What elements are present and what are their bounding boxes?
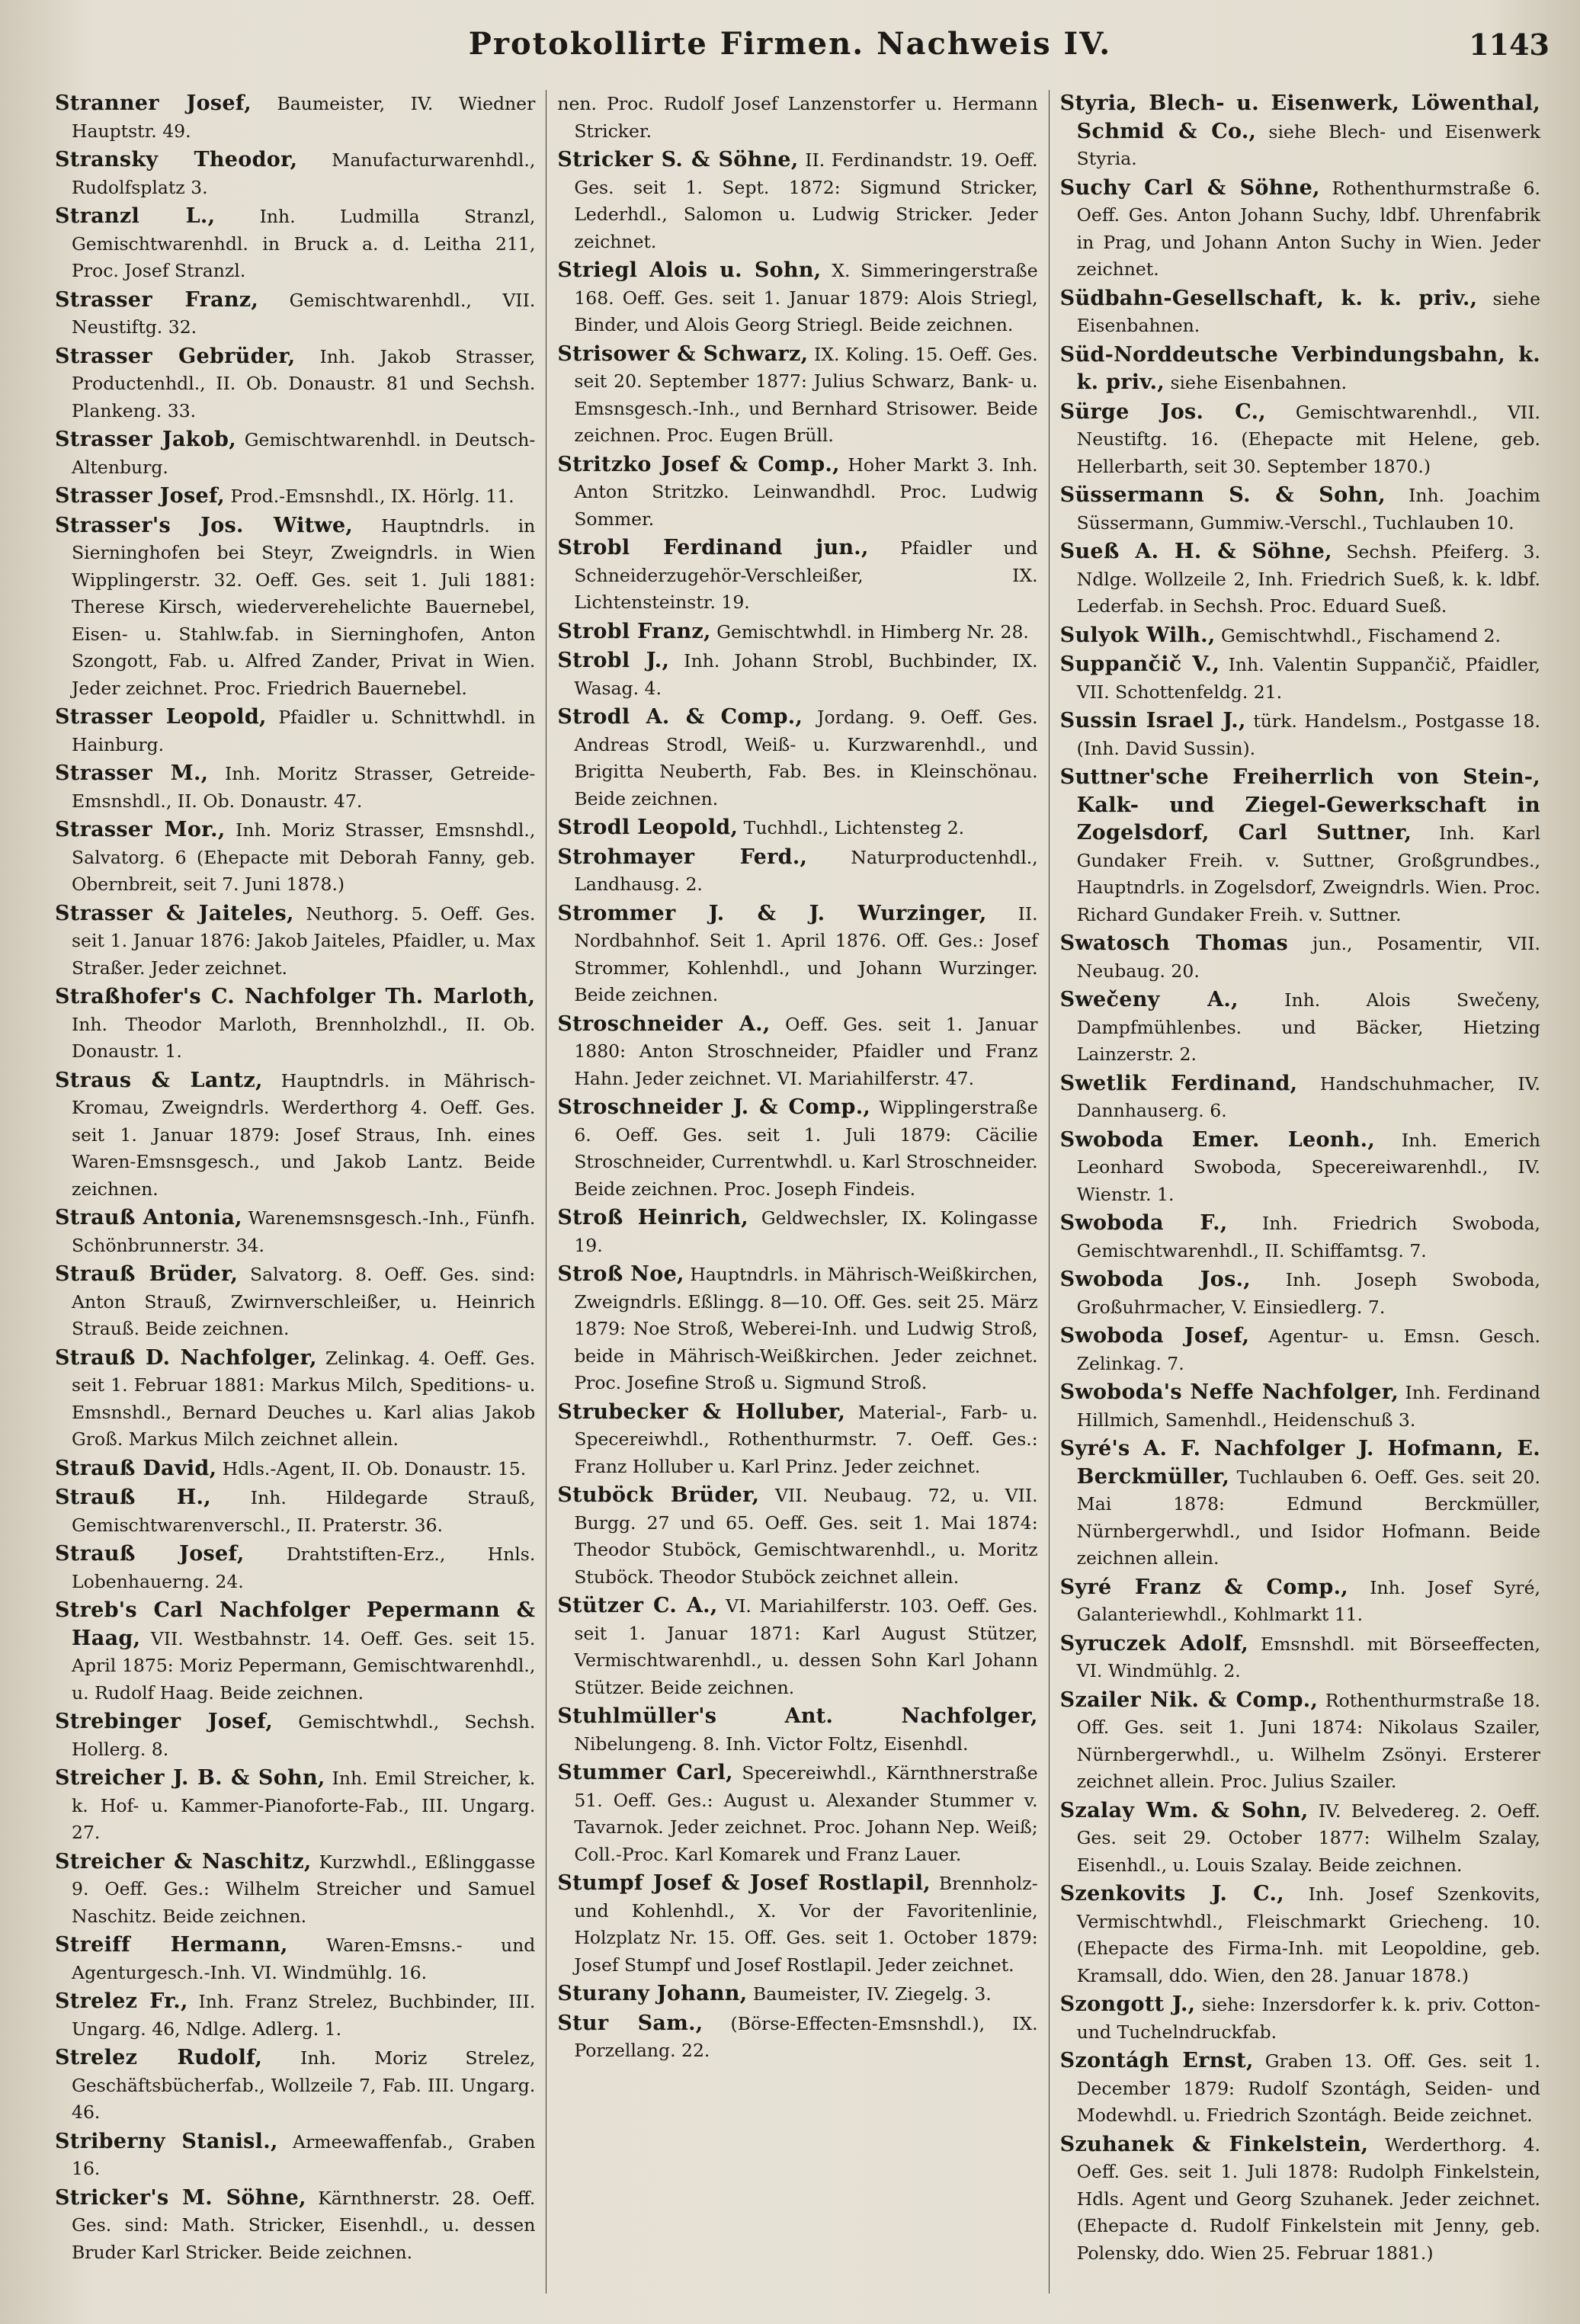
firm-name: Striegl Alois u. Sohn, <box>557 258 822 282</box>
firm-name: Strasser Franz, <box>55 287 259 312</box>
firm-name: Strobl Ferdinand jun., <box>557 536 869 559</box>
firm-details: Inh. Moritz Strasser, Getreide-Emsnshdl., II. Ob. Donaustr. 47. <box>72 763 536 812</box>
firm-details: Gemischtwhdl., Fischamend 2. <box>1221 624 1501 646</box>
firm-name: Szalay Wm. & Sohn, <box>1059 1798 1309 1822</box>
firm-name: Swoboda Josef, <box>1059 1324 1250 1348</box>
firm-name: Stricker's M. Söhne, <box>55 2185 306 2210</box>
firm-name: Südbahn-Gesellschaft, k. k. priv., <box>1059 286 1478 310</box>
directory-entry <box>557 844 1037 899</box>
firm-name: Strelez Fr., <box>55 1989 188 2013</box>
firm-name: Syré's A. F. Nachfolger J. Hofmann, E. Berckmüller, <box>1059 1437 1540 1489</box>
firm-details: Gemischtwarenhdl. in Deutsch-Altenburg. <box>72 429 536 478</box>
directory-entry <box>1060 1266 1540 1321</box>
firm-name: Streiff Hermann, <box>55 1933 288 1957</box>
firm-details: Tuchlauben 6. Oeff. Ges. seit 20. Mai 1878: Edmund Berckmüller, Nürnbergerwhdl., und Isidor Hofmann. Beide zeichnen allein. <box>1076 1466 1540 1569</box>
firm-details: Warenemsnsgesch.-Inh., Fünfh. Schönbrunnerstr. 34. <box>72 1207 536 1256</box>
firm-details: nen. Proc. Rudolf Josef Lanzenstorfer u. Hermann Stricker. <box>557 93 1038 142</box>
directory-entry <box>1060 1322 1540 1377</box>
firm-details: Material-, Farb- u. Specereiwhdl., Rothenthurmstr. 7. Oeff. Ges.: Franz Holluber u. Karl Prinz. Jeder zeichnet. <box>574 1401 1038 1477</box>
firm-name: Stuhlmüller's Ant. Nachfolger, <box>557 1704 1038 1728</box>
firm-name: Stroschneider J. & Comp., <box>557 1095 871 1119</box>
directory-entry <box>1060 1574 1540 1629</box>
firm-name: Strelez Rudolf, <box>55 2046 263 2069</box>
firm-name: Strommer J. & J. Wurzinger, <box>557 901 987 925</box>
firm-details: Inh. Ferdinand Hillmich, Samenhdl., Heidenschuß 3. <box>1076 1382 1540 1431</box>
directory-entry <box>55 343 535 425</box>
firm-name: Strauß Josef, <box>55 1542 245 1566</box>
firm-name: Strasser Gebrüder, <box>55 344 296 368</box>
directory-entry <box>55 426 535 481</box>
firm-name: Swečeny A., <box>1059 988 1239 1011</box>
firm-details: Inh. Moriz Strasser, Emsnshdl., Salvatorg. 6 (Ehepacte mit Deborah Fanny, geb. Obernbreit, seit 7. Juni 1878.) <box>72 819 536 895</box>
column-3 <box>1049 90 1551 2294</box>
firm-name: Strasser Jakob, <box>55 428 236 451</box>
firm-name: Szenkovits J. C., <box>1059 1882 1284 1906</box>
directory-entry <box>557 618 1037 646</box>
firm-details: siehe: Inzersdorfer k. k. priv. Cotton- und Tuchelndruckfab. <box>1076 1994 1540 2043</box>
firm-details: Jordang. 9. Oeff. Ges. Andreas Strodl, Weiß- u. Kurzwarenhdl., und Brigitta Neuberth, Fab. Bes. in Kleinschönau. Beide zeichnen. <box>574 707 1038 809</box>
firm-name: Swatosch Thomas <box>1059 931 1289 955</box>
firm-name: Stützer C. A., <box>557 1594 718 1617</box>
directory-entry <box>55 90 535 145</box>
directory-entry <box>557 341 1037 450</box>
directory-entry <box>1060 1127 1540 1209</box>
directory-entry <box>55 900 535 982</box>
firm-details: Inh. Alois Swečeny, Dampfmühlenbes. und Bäcker, Hietzing Lainzerstr. 2. <box>1076 989 1540 1065</box>
firm-name: Strasser Leopold, <box>55 705 267 729</box>
firm-details: Rothenthurmstraße 6. Oeff. Ges. Anton Johann Suchy, ldbf. Uhrenfabrik in Prag, und Johann Anton Suchy in Wien. Jeder zeichnet. <box>1076 177 1540 280</box>
directory-entry <box>557 1592 1037 1701</box>
firm-name: Swoboda's Neffe Nachfolger, <box>1059 1380 1399 1404</box>
firm-name: Stranner Josef, <box>55 91 252 115</box>
firm-details: Kurzwhdl., Eßlinggasse 9. Oeff. Ges.: Wilhelm Streicher und Samuel Naschitz. Beide zeichnen. <box>72 1851 536 1927</box>
firm-details: Inh. Josef Syré, Galanteriewhdl., Kohlmarkt 11. <box>1076 1576 1540 1625</box>
firm-name: Stur Sam., <box>557 2011 703 2035</box>
firm-details: IV. Belvedereg. 2. Oeff. Ges. seit 29. October 1877: Wilhelm Szalay, Eisenhdl., u. Louis Szalay. Beide zeichnen. <box>1076 1800 1540 1876</box>
firm-name: Strodl A. & Comp., <box>557 705 803 729</box>
firm-name: Swetlik Ferdinand, <box>1059 1071 1298 1095</box>
firm-details: Inh. Franz Strelez, Buchbinder, III. Ungarg. 46, Ndlge. Adlerg. 1. <box>72 1991 536 2040</box>
directory-entry <box>1060 1991 1540 2046</box>
directory-entry <box>557 1759 1037 1868</box>
firm-details: Waren-Emsns.- und Agenturgesch.-Inh. VI. Windmühlg. 16. <box>72 1935 536 1983</box>
firm-name: Streicher & Naschitz, <box>55 1849 312 1874</box>
firm-name: Stricker S. & Söhne, <box>557 148 799 171</box>
directory-entry <box>557 704 1037 813</box>
directory-entry <box>55 1848 535 1931</box>
firm-details: Inh. Theodor Marloth, Brennholzhdl., II. Ob. Donaustr. 1. <box>72 1013 536 1062</box>
firm-details: VII. Westbahnstr. 14. Oeff. Ges. seit 15. April 1875: Moriz Pepermann, Gemischtwarenhdl., u. Rudolf Haag. Beide zeichnen. <box>72 1627 536 1704</box>
firm-name: Swoboda Jos., <box>1059 1268 1251 1291</box>
firm-details: Inh. Moriz Strelez, Geschäftsbücherfab., Wollzeile 7, Fab. III. Ungarg. 46. <box>72 2047 536 2123</box>
firm-details: Baumeister, IV. Ziegelg. 3. <box>752 1983 992 2005</box>
firm-details: Oeff. Ges. seit 1. Januar 1880: Anton Stroschneider, Pfaidler und Franz Hahn. Jeder zeichnet. VI. Mariahilferstr. 47. <box>574 1013 1038 1089</box>
directory-entry <box>557 2010 1037 2065</box>
firm-details: Naturproductenhdl., Landhausg. 2. <box>574 846 1038 895</box>
firm-name: Strasser Josef, <box>55 484 225 508</box>
firm-name: Sussin Israel J., <box>1059 709 1246 732</box>
firm-details: Inh. Ludmilla Stranzl, Gemischtwarenhdl. in Bruck a. d. Leitha 211, Proc. Josef Stranzl. <box>72 206 536 281</box>
directory-entry <box>1060 1210 1540 1265</box>
firm-details: Prod.-Emsnshdl., IX. Hörlg. 11. <box>230 486 514 507</box>
directory-entry <box>55 1988 535 2043</box>
firm-name: Stritzko Josef & Comp., <box>557 452 840 476</box>
firm-name: Süd-Norddeutsche Verbindungsbahn, k. k. priv., <box>1059 342 1540 394</box>
directory-entry <box>55 1455 535 1483</box>
firm-name: Strasser M., <box>55 761 209 785</box>
firm-name: Sueß A. H. & Söhne, <box>1059 540 1332 563</box>
directory-entry <box>55 1484 535 1539</box>
firm-details: Armeewaffenfab., Graben 16. <box>72 2130 536 2179</box>
firm-details: Gemischtwhdl., Sechsh. Hollerg. 8. <box>72 1711 536 1760</box>
firm-details: Brennholz- und Kohlenhdl., X. Vor der Favoritenlinie, Holzplatz Nr. 15. Off. Ges. seit 1. October 1879: Josef Stumpf und Josef Rostlapil. Jeder zeichnet. <box>574 1873 1038 1976</box>
directory-entry <box>1060 2131 1540 2268</box>
directory-entry <box>1060 764 1540 928</box>
firm-details: Salvatorg. 8. Oeff. Ges. sind: Anton Strauß, Zwirnverschleißer, u. Heinrich Strauß. Beide zeichnen. <box>72 1264 536 1339</box>
directory-entry <box>557 451 1037 534</box>
directory-entry <box>55 2128 535 2183</box>
firm-details: siehe Blech- und Eisenwerk Styria. <box>1076 120 1540 169</box>
firm-details: Baumeister, IV. Wiedner Hauptstr. 49. <box>72 93 536 142</box>
firm-details: Pfaidler und Schneiderzugehör-Verschleißer, IX. Lichtensteinstr. 19. <box>574 537 1038 613</box>
firm-details: Inh. Friedrich Swoboda, Gemischtwarenhdl., II. Schiffamtsg. 7. <box>1076 1213 1540 1261</box>
directory-entry <box>55 1931 535 1986</box>
firm-name: Stroschneider A., <box>557 1011 771 1036</box>
directory-entry <box>1060 175 1540 284</box>
firm-details: Zelinkag. 4. Oeff. Ges. seit 1. Februar 1881: Markus Milch, Speditions- u. Emsnshdl., Bernard Deuches u. Karl alias Jakob Groß. Markus Milch zeichnet allein. <box>72 1347 536 1450</box>
firm-name: Stroß Heinrich, <box>557 1206 748 1229</box>
directory-entry <box>1060 1687 1540 1796</box>
directory-entry <box>557 647 1037 702</box>
directory-entry <box>1060 1880 1540 1989</box>
directory-entry <box>55 203 535 285</box>
directory-entry <box>55 1540 535 1595</box>
firm-name: Strasser's Jos. Witwe, <box>55 513 354 537</box>
firm-name: Streicher J. B. & Sohn, <box>55 1766 325 1790</box>
firm-details: siehe Eisenbahnen. <box>1170 372 1348 393</box>
directory-entry <box>557 1482 1037 1591</box>
firm-details: Gemischtwarenhdl., VII. Neustiftg. 16. (Ehepacte mit Helene, geb. Hellerbarth, seit 30. September 1870.) <box>1076 401 1540 477</box>
firm-name: Suttner'sche Freiherrlich von Stein-, Kalk- und Ziegel-Gewerkschaft in Zogelsdorf, Carl Suttner, <box>1059 765 1540 845</box>
firm-name: Strebinger Josef, <box>55 1710 274 1733</box>
column-2 <box>546 90 1048 2294</box>
directory-columns <box>44 90 1551 2294</box>
firm-name: Stranzl L., <box>55 204 216 228</box>
directory-entry <box>55 1261 535 1343</box>
firm-details: Manufacturwarenhdl., Rudolfsplatz 3. <box>72 149 536 198</box>
firm-details: X. Simmeringerstraße 168. Oeff. Ges. seit 1. Januar 1879: Alois Striegl, Binder, und Alois Georg Striegl. Beide zeichnen. <box>574 260 1038 335</box>
firm-name: Strauß H., <box>55 1486 211 1509</box>
directory-entry <box>55 704 535 758</box>
directory-entry <box>55 983 535 1066</box>
firm-details: Pfaidler u. Schnittwhdl. in Hainburg. <box>72 707 536 755</box>
firm-details: Hauptndrls. in Mährisch-Weißkirchen, Zweigndrls. Eßlingg. 8—10. Off. Ges. seit 25. März 1879: Noe Stroß, Weberei-Inh. und Ludwig Stroß, beide in Mährisch-Weißkirchen. Jeder zeichnet. Proc. Josefine Stroß u. Sigmund Stroß. <box>574 1264 1038 1393</box>
directory-entry <box>1060 1797 1540 1880</box>
firm-details: Inh. Johann Strobl, Buchbinder, IX. Wasag. 4. <box>574 650 1038 699</box>
firm-details: Inh. Valentin Suppančič, Pfaidler, VII. Schottenfeldg. 21. <box>1076 654 1540 703</box>
firm-name: Szongott J., <box>1059 1992 1196 2016</box>
firm-details: Gemischtwarenhdl., VII. Neustiftg. 32. <box>72 289 536 338</box>
firm-name: Strobl J., <box>557 649 670 672</box>
firm-details: Inh. Emil Streicher, k. k. Hof- u. Kammer-Pianoforte-Fab., III. Ungarg. 27. <box>72 1768 536 1843</box>
firm-details: Inh. Josef Szenkovits, Vermischtwhdl., Fleischmarkt Griecheng. 10. (Ehepacte des Firma-Inh. mit Leopoldine, geb. Kramsall, ddo. Wien, den 28. Januar 1878.) <box>1076 1883 1540 1986</box>
firm-name: Swoboda F., <box>1059 1211 1228 1235</box>
firm-details: VII. Neubaug. 72, u. VII. Burgg. 27 und 65. Oeff. Ges. seit 1. Mai 1874: Theodor Stuböck, Gemischtwarenhdl., u. Moritz Stuböck. Theodor Stuböck zeichnet allein. <box>574 1485 1038 1588</box>
firm-name: Syruczek Adolf, <box>1059 1631 1249 1656</box>
firm-name: Süssermann S. & Sohn, <box>1059 483 1386 507</box>
directory-entry <box>1060 482 1540 537</box>
column-1 <box>44 90 546 2294</box>
directory-entry <box>1060 1070 1540 1125</box>
firm-name: Strohmayer Ferd., <box>557 845 808 869</box>
directory-entry <box>55 1067 535 1204</box>
firm-details: Wipplingerstraße 6. Oeff. Ges. seit 1. Juli 1879: Cäcilie Stroschneider, Currentwhdl. u. Karl Stroschneider. Beide zeichnen. Proc. Joseph Findeis. <box>574 1097 1038 1200</box>
firm-details: Emsnshdl. mit Börseeffecten, VI. Windmühlg. 2. <box>1076 1633 1540 1681</box>
directory-entry <box>1060 285 1540 340</box>
firm-details: Inh. Joseph Swoboda, Großuhrmacher, V. Einsiedlerg. 7. <box>1076 1269 1540 1318</box>
directory-entry <box>55 2044 535 2127</box>
directory-entry <box>1060 1630 1540 1685</box>
directory-entry <box>1060 986 1540 1069</box>
firm-name: Styria, Blech- u. Eisenwerk, Löwenthal, Schmid & Co., <box>1059 91 1540 143</box>
page-header <box>0 26 1580 72</box>
directory-entry <box>557 1980 1037 2008</box>
firm-name: Szuhanek & Finkelstein, <box>1059 2132 1369 2156</box>
directory-entry <box>557 1703 1037 1758</box>
firm-details: Inh. Karl Gundaker Freih. v. Suttner, Großgrundbes., Hauptndrls. in Zogelsdorf, Zweigndrls. Wien. Proc. Richard Gundaker Freih. v. Suttner. <box>1076 822 1540 925</box>
firm-details: Agentur- u. Emsn. Gesch. Zelinkag. 7. <box>1076 1325 1540 1374</box>
directory-entry <box>1060 341 1540 397</box>
firm-name: Strasser & Jaiteles, <box>55 901 294 925</box>
firm-details: Neuthorg. 5. Oeff. Ges. seit 1. Januar 1876: Jakob Jaiteles, Pfaidler, u. Max Straßer. Jeder zeichnet. <box>72 902 536 979</box>
directory-entry <box>557 814 1037 842</box>
firm-details: Gemischtwhdl. in Himberg Nr. 28. <box>716 620 1029 643</box>
firm-details: Specereiwhdl., Kärnthnerstraße 51. Oeff. Ges.: August u. Alexander Stummer v. Tavarnok. Jeder zeichnet. Proc. Johann Nep. Weiß; Coll.-Proc. Karl Komarek und Franz Lauer. <box>574 1762 1038 1865</box>
firm-name: Stumpf Josef & Josef Rostlapil, <box>557 1871 931 1895</box>
firm-name: Strobl Franz, <box>557 619 711 643</box>
directory-entry <box>557 900 1037 1009</box>
firm-details: Hauptndrls. in Sierninghofen bei Steyr, Zweigndrls. in Wien Wipplingerstr. 32. Oeff. Ges. seit 1. Juli 1881: Therese Kirsch, wiederverehelichte Bauernebel, Eisen- u. Stahlw.fab. in Sierninghofen, Anton Szongott, Fab. u. Alfred Zander, Privat in Wien. Jeder zeichnet. Proc. Friedrich Bauernebel. <box>72 514 536 699</box>
firm-name: Stuböck Brüder, <box>557 1483 760 1507</box>
firm-name: Suppančič V., <box>1059 652 1220 676</box>
firm-name: Striberny Stanisl., <box>55 2129 278 2153</box>
directory-entry <box>557 1094 1037 1203</box>
firm-name: Szontágh Ernst, <box>1059 2049 1254 2072</box>
directory-entry <box>1060 90 1540 173</box>
directory-entry <box>55 760 535 815</box>
directory-entry <box>1060 2047 1540 2130</box>
directory-entry <box>55 287 535 341</box>
firm-details: Inh. Hildegarde Strauß, Gemischtwarenverschl., II. Praterstr. 36. <box>72 1487 536 1536</box>
firm-details: Inh. Jakob Strasser, Productenhdl., II. Ob. Donaustr. 81 und Sechsh. Plankeng. 33. <box>72 345 536 422</box>
directory-entry <box>1060 399 1540 481</box>
firm-details: Nibelungeng. 8. Inh. Victor Foltz, Eisenhdl. <box>574 1733 969 1755</box>
directory-entry <box>55 512 535 703</box>
firm-details: siehe Eisenbahnen. <box>1076 287 1540 336</box>
directory-entry <box>55 2185 535 2267</box>
directory-entry <box>1060 930 1540 985</box>
firm-name: Strauß David, <box>55 1456 217 1480</box>
directory-entry <box>557 146 1037 255</box>
firm-name: Strauß Brüder, <box>55 1262 239 1286</box>
firm-details: Inh. Joachim Süssermann, Gummiw.-Verschl., Tuchlauben 10. <box>1076 485 1540 534</box>
firm-name: Straßhofer's C. Nachfolger Th. Marloth, <box>55 985 536 1008</box>
firm-details: Werderthorg. 4. Oeff. Ges. seit 1. Juli 1878: Rudolph Finkelstein, Hdls. Agent und Georg Szuhanek. Jeder zeichnet. (Ehepacte d. Rudolf Finkelstein mit Jenny, geb. Polensky, ddo. Wien 25. Februar 1881.) <box>1076 2133 1540 2264</box>
firm-details: Rothenthurmstraße 18. Off. Ges. seit 1. Juni 1874: Nikolaus Szailer, Nürnbergerwhdl., u. Wilhelm Zsönyi. Ersterer zeichnet allein. Proc. Julius Szailer. <box>1076 1689 1540 1792</box>
firm-details: Drahtstiften-Erz., Hnls. Lobenhauerng. 24. <box>72 1543 536 1592</box>
firm-details: Hauptndrls. in Mährisch-Kromau, Zweigndrls. Werderthorg 4. Oeff. Ges. seit 1. Januar 1879: Josef Straus, Inh. eines Waren-Emsnsgesch., und Jakob Lantz. Beide zeichnen. <box>72 1069 536 1200</box>
firm-name: Stroß Noe, <box>557 1262 684 1286</box>
firm-name: Sturany Johann, <box>557 1982 748 2005</box>
directory-entry <box>557 90 1037 145</box>
directory-entry <box>55 1765 535 1847</box>
directory-entry <box>557 1011 1037 1093</box>
firm-details: jun., Posamentir, VII. Neubaug. 20. <box>1076 933 1540 982</box>
directory-entry <box>557 534 1037 617</box>
page-number: 1143 <box>1469 27 1550 62</box>
firm-details: (Börse-Effecten-Emsnshdl.), IX. Porzellang. 22. <box>574 2012 1038 2061</box>
firm-name: Streb's Carl Nachfolger Pepermann & Haag, <box>55 1598 536 1650</box>
firm-name: Straus & Lantz, <box>55 1068 263 1092</box>
firm-details: türk. Handelsm., Postgasse 18. (Inh. David Sussin). <box>1076 710 1540 759</box>
firm-details: II. Nordbahnhof. Seit 1. April 1876. Off. Ges.: Josef Strommer, Kohlenhdl., und Johann Wurzinger. Beide zeichnen. <box>574 902 1038 1005</box>
directory-entry <box>55 146 535 201</box>
firm-name: Syré Franz & Comp., <box>1059 1575 1348 1599</box>
directory-entry <box>1060 1379 1540 1434</box>
firm-details: IX. Koling. 15. Oeff. Ges. seit 20. September 1877: Julius Schwarz, Bank- u. Emsnsgesch.-Inh., und Bernhard Strisower. Beide zeichnen. Proc. Eugen Brüll. <box>574 343 1038 446</box>
firm-name: Strodl Leopold, <box>557 816 739 839</box>
directory-entry <box>55 1708 535 1763</box>
directory-entry <box>557 257 1037 339</box>
directory-entry <box>55 1597 535 1707</box>
firm-name: Strubecker & Holluber, <box>557 1399 846 1424</box>
firm-details: Handschuhmacher, IV. Dannhauserg. 6. <box>1076 1072 1540 1121</box>
directory-entry <box>55 816 535 899</box>
firm-details: VI. Mariahilferstr. 103. Oeff. Ges. seit 1. Januar 1871: Karl August Stützer, Vermischtwarenhdl., u. dessen Sohn Karl Johann Stützer. Beide zeichnen. <box>574 1595 1038 1698</box>
directory-entry <box>55 1345 535 1454</box>
firm-details: Hdls.-Agent, II. Ob. Donaustr. 15. <box>222 1457 527 1479</box>
firm-name: Strauß Antonia, <box>55 1206 242 1229</box>
directory-entry <box>557 1261 1037 1397</box>
firm-name: Strasser Mor., <box>55 818 226 841</box>
firm-details: Inh. Emerich Leonhard Swoboda, Specereiwarenhdl., IV. Wienstr. 1. <box>1076 1129 1540 1205</box>
directory-entry <box>1060 538 1540 620</box>
firm-name: Szailer Nik. & Comp., <box>1059 1688 1319 1712</box>
firm-name: Sürge Jos. C., <box>1059 399 1266 424</box>
directory-entry <box>557 1870 1037 1979</box>
firm-details: Hoher Markt 3. Inh. Anton Stritzko. Leinwandhdl. Proc. Ludwig Sommer. <box>574 454 1038 530</box>
firm-name: Swoboda Emer. Leonh., <box>1059 1127 1376 1152</box>
directory-entry <box>557 1204 1037 1259</box>
firm-details: Kärnthnerstr. 28. Oeff. Ges. sind: Math. Stricker, Eisenhdl., u. dessen Bruder Karl Stricker. Beide zeichnen. <box>72 2187 536 2263</box>
directory-entry <box>55 1204 535 1259</box>
firm-name: Stummer Carl, <box>557 1761 733 1784</box>
firm-details: Geldwechsler, IX. Kolingasse 19. <box>574 1207 1038 1256</box>
page-title: Protokollirte Firmen. Nachweis IV. <box>468 26 1112 62</box>
firm-name: Suchy Carl & Söhne, <box>1059 175 1320 200</box>
firm-name: Sulyok Wilh., <box>1059 623 1216 647</box>
firm-details: II. Ferdinandstr. 19. Oeff. Ges. seit 1. Sept. 1872: Sigmund Stricker, Lederhdl., Salomon u. Ludwig Stricker. Jeder zeichnet. <box>574 149 1038 252</box>
directory-entry <box>55 482 535 511</box>
directory-entry <box>1060 1435 1540 1572</box>
directory-entry <box>1060 651 1540 706</box>
directory-entry <box>557 1399 1037 1481</box>
firm-name: Strauß D. Nachfolger, <box>55 1345 317 1370</box>
firm-name: Stransky Theodor, <box>55 148 298 171</box>
directory-entry <box>1060 707 1540 762</box>
firm-name: Strisower & Schwarz, <box>557 341 809 366</box>
firm-details: Sechsh. Pfeiferg. 3. Ndlge. Wollzeile 2, Inh. Friedrich Sueß, k. k. ldbf. Lederfab. in Sechsh. Proc. Eduard Sueß. <box>1076 541 1540 617</box>
directory-entry <box>1060 622 1540 650</box>
firm-details: Tuchhdl., Lichtensteg 2. <box>743 817 965 838</box>
firm-details: Graben 13. Off. Ges. seit 1. December 1879: Rudolf Szontágh, Seiden- und Modewhdl. u. Friedrich Szontágh. Beide zeichnet. <box>1076 2050 1540 2126</box>
